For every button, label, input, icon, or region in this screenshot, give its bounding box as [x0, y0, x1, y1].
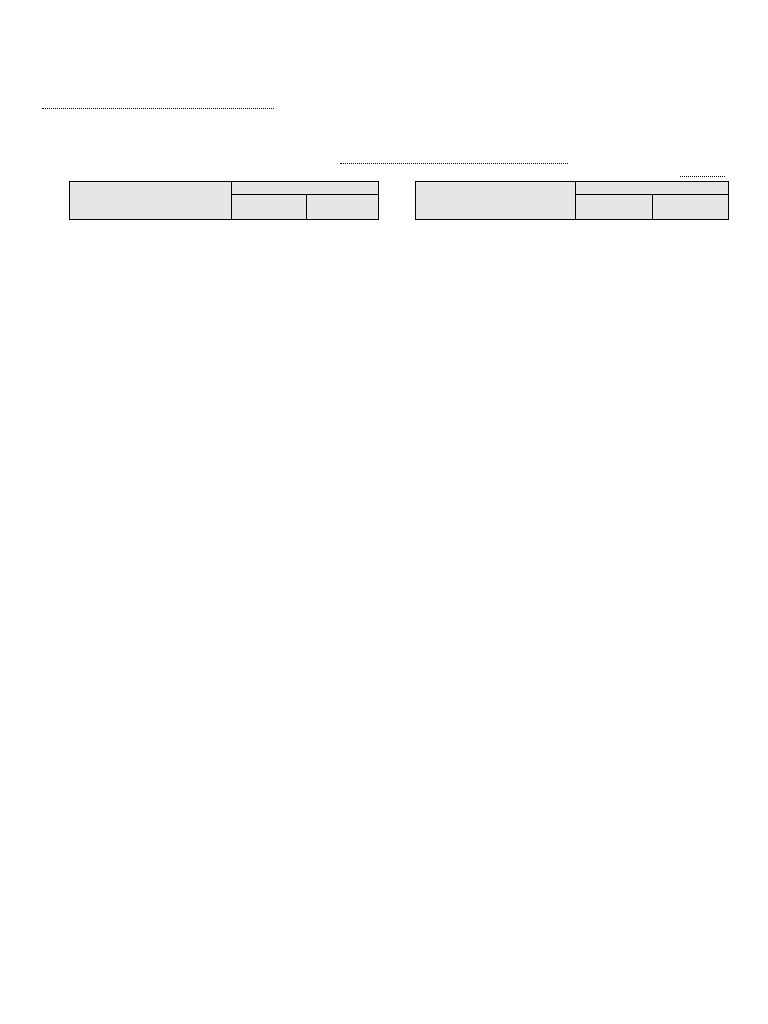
- entity-data-line[interactable]: [42, 100, 274, 109]
- date-field[interactable]: [340, 152, 568, 164]
- aktywa-header: [69, 181, 379, 220]
- pasywa-header: [415, 181, 729, 220]
- unit-field[interactable]: [680, 168, 725, 177]
